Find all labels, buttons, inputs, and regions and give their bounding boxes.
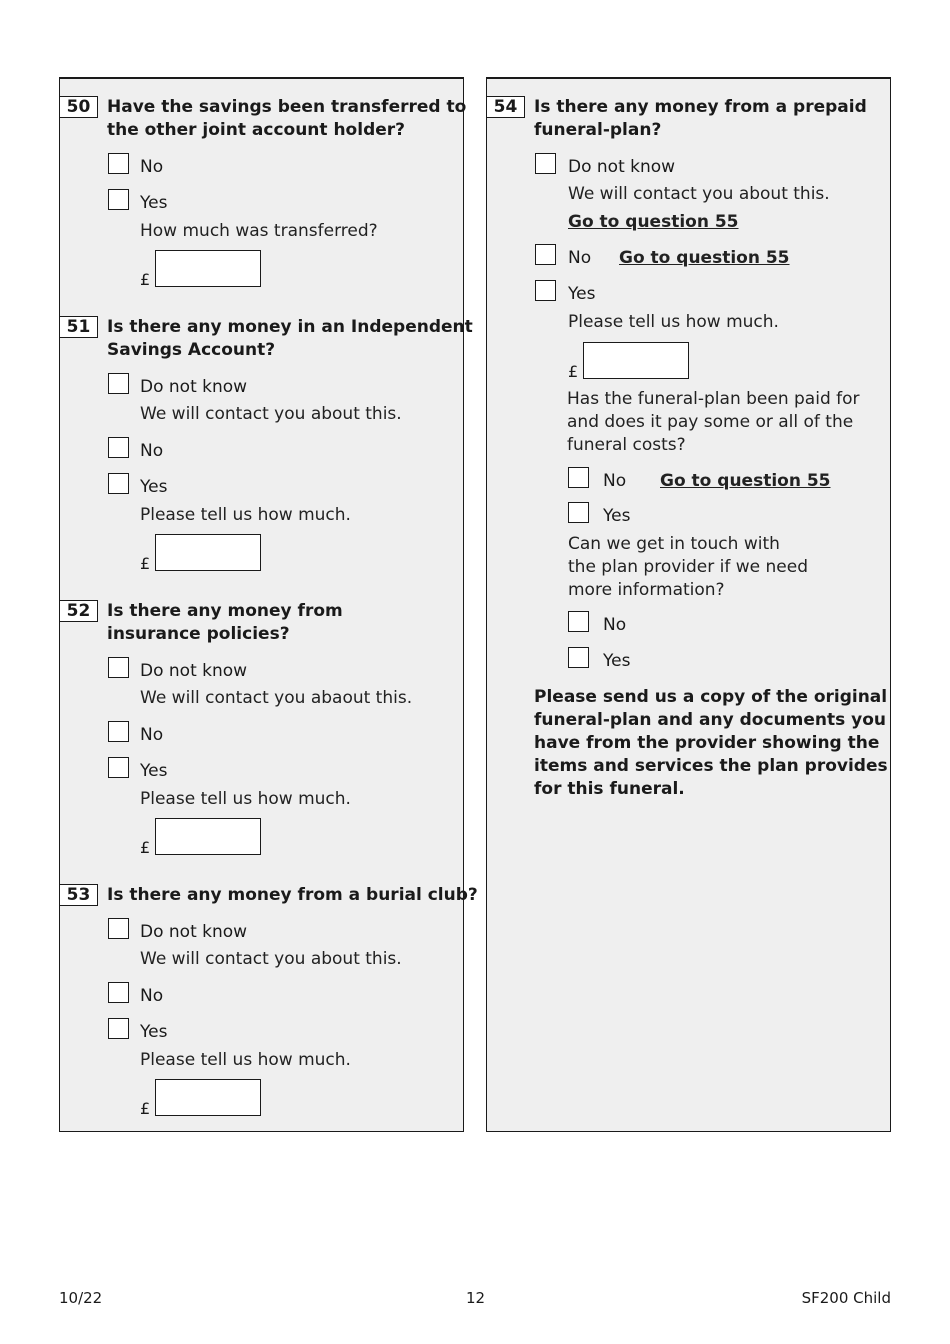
question-50-text-line2: the other joint account holder? [107,120,406,140]
q53-dont-know-checkbox[interactable] [108,918,129,939]
q53-dont-know-note: We will contact you about this. [140,949,402,969]
question-51-number: 51 [60,316,98,338]
q52-followup-text: Please tell us how much. [140,789,351,809]
question-53-number: 53 [60,884,98,906]
q54-no-goto-link[interactable]: Go to question 55 [619,248,790,268]
q52-no-label: No [140,725,164,745]
q51-yes-checkbox[interactable] [108,473,129,494]
q50-no-checkbox[interactable] [108,153,129,174]
q54-no-label: No [568,248,592,268]
q54-dont-know-goto-link[interactable]: Go to question 55 [568,212,739,232]
q50-no-label: No [140,157,164,177]
right-column-panel [486,77,891,1132]
q51-currency-symbol: £ [140,554,151,573]
q51-dont-know-label: Do not know [140,377,248,397]
q51-dont-know-note: We will contact you about this. [140,404,402,424]
q54-followup-text: Please tell us how much. [568,312,779,332]
q54-dont-know-label: Do not know [568,157,676,177]
q52-amount-input[interactable] [155,818,261,855]
q53-amount-input[interactable] [155,1079,261,1116]
q54-sub1-text-line2: and does it pay some or all of the [567,412,854,432]
q54-instruction-line4: items and services the plan provides [534,756,888,776]
q50-amount-input[interactable] [155,250,261,287]
q54-sub1-text-line1: Has the funeral-plan been paid for [567,389,860,409]
q54-sub2-yes-label: Yes [603,651,631,671]
q52-currency-symbol: £ [140,838,151,857]
q51-no-checkbox[interactable] [108,437,129,458]
q54-yes-checkbox[interactable] [535,280,556,301]
q50-followup-text: How much was transferred? [140,221,378,241]
question-51-text-line1: Is there any money in an Independent [107,317,473,337]
q50-yes-checkbox[interactable] [108,189,129,210]
q54-sub1-no-label: No [603,471,627,491]
q51-amount-input[interactable] [155,534,261,571]
q54-currency-symbol: £ [568,362,579,381]
question-52-text-line1: Is there any money from [107,601,343,621]
question-54-text-line1: Is there any money from a prepaid [534,97,867,117]
q54-sub1-yes-checkbox[interactable] [568,502,589,523]
q50-currency-symbol: £ [140,270,151,289]
q50-yes-label: Yes [140,193,168,213]
q54-yes-label: Yes [568,284,596,304]
q54-sub2-no-label: No [603,615,627,635]
q51-yes-label: Yes [140,477,168,497]
question-53-text-line1: Is there any money from a burial club? [107,885,478,905]
q54-instruction-line2: funeral-plan and any documents you [534,710,886,730]
q53-currency-symbol: £ [140,1099,151,1118]
footer-date: 10/22 [59,1289,103,1307]
q54-amount-input[interactable] [583,342,689,379]
q53-yes-label: Yes [140,1022,168,1042]
q54-sub2-yes-checkbox[interactable] [568,647,589,668]
q53-no-label: No [140,986,164,1006]
question-54-text-line2: funeral-plan? [534,120,662,140]
q54-sub2-text-line1: Can we get in touch with [568,534,780,554]
q54-sub1-yes-label: Yes [603,506,631,526]
question-52-text-line2: insurance policies? [107,624,290,644]
q53-yes-checkbox[interactable] [108,1018,129,1039]
q51-dont-know-checkbox[interactable] [108,373,129,394]
q52-yes-label: Yes [140,761,168,781]
q52-dont-know-checkbox[interactable] [108,657,129,678]
q53-dont-know-label: Do not know [140,922,248,942]
q54-sub1-text-line3: funeral costs? [567,435,686,455]
q53-no-checkbox[interactable] [108,982,129,1003]
q51-no-label: No [140,441,164,461]
q54-sub2-text-line3: more information? [568,580,725,600]
footer-form-code: SF200 Child [801,1289,891,1307]
question-50-text-line1: Have the savings been transferred to [107,97,467,117]
question-51-text-line2: Savings Account? [107,340,276,360]
question-52-number: 52 [60,600,98,622]
left-column-panel [59,77,478,1132]
q54-sub1-no-goto-link[interactable]: Go to question 55 [660,471,831,491]
q54-sub2-no-checkbox[interactable] [568,611,589,632]
q54-instruction-line5: for this funeral. [534,779,685,799]
q54-instruction-line1: Please send us a copy of the original [534,687,888,707]
q54-no-checkbox[interactable] [535,244,556,265]
q52-dont-know-note: We will contact you abaout this. [140,688,413,708]
question-54-number: 54 [487,96,525,118]
q52-dont-know-label: Do not know [140,661,248,681]
question-50-number: 50 [60,96,98,118]
q54-sub1-no-checkbox[interactable] [568,467,589,488]
q51-followup-text: Please tell us how much. [140,505,351,525]
q52-no-checkbox[interactable] [108,721,129,742]
q52-yes-checkbox[interactable] [108,757,129,778]
q54-sub2-text-line2: the plan provider if we need [568,557,809,577]
q54-dont-know-note: We will contact you about this. [568,184,830,204]
q53-followup-text: Please tell us how much. [140,1050,351,1070]
q54-instruction-line3: have from the provider showing the [534,733,880,753]
footer-page-number: 12 [466,1289,486,1307]
q54-dont-know-checkbox[interactable] [535,153,556,174]
